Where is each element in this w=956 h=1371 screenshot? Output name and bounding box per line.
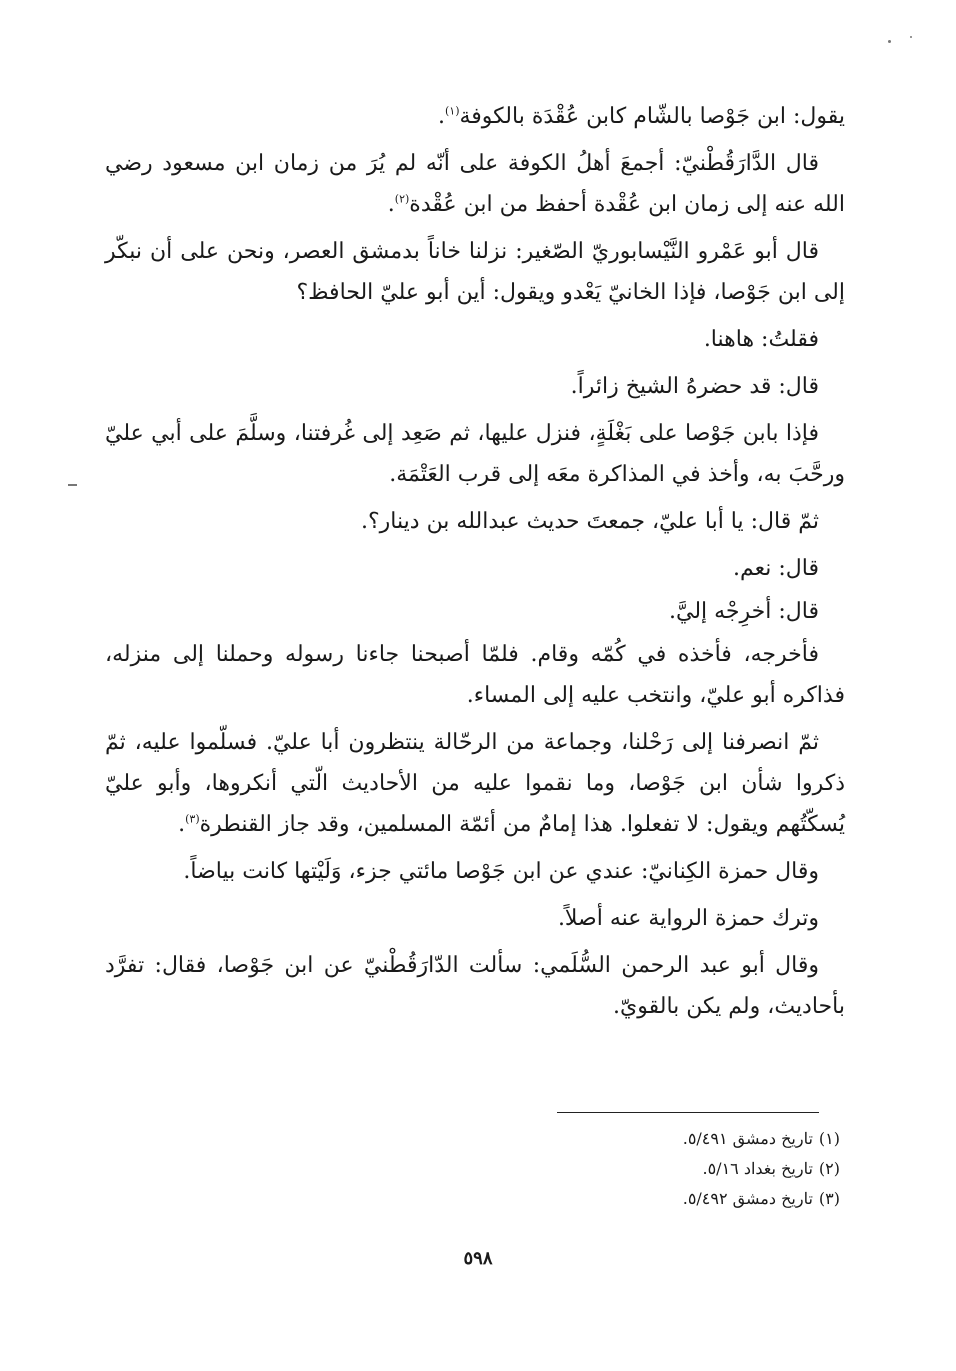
paragraph-text: قال الدَّارَقُطْنيّ: أجمعَ أهلُ الكوفة على أنّه لم يُرَ من زمان ابن مسعود رضي الله عنه إلى زمان ابن عُقْدة أحفظ من ابن عُقْدة <box>105 151 845 217</box>
paragraph-tail: . <box>387 192 395 217</box>
paragraph-text: فقلتُ: هاهنا. <box>703 327 819 352</box>
scan-speck <box>68 484 77 486</box>
footnote-ref: (٣) <box>185 812 200 826</box>
footnotes <box>520 1124 840 1214</box>
paragraph <box>105 548 845 589</box>
footnote <box>520 1184 840 1214</box>
paragraph-tail: . <box>178 812 186 837</box>
paragraph <box>105 851 845 892</box>
paragraph <box>105 96 845 137</box>
paragraph-text: ثمّ قال: يا أبا عليّ، جمعتَ حديث عبدالله بن دينار؟. <box>361 509 819 534</box>
paragraph-text: قال: قد حضرهُ الشيخ زائراً. <box>570 374 819 399</box>
paragraph-text: وترك حمزة الرواية عنه أصلاً. <box>557 906 819 931</box>
scan-speck <box>910 36 912 38</box>
scan-speck <box>888 40 891 43</box>
page-body <box>105 96 845 1033</box>
paragraph-tail: . <box>437 104 445 129</box>
footnote-ref: (٢) <box>394 192 410 206</box>
footnote-ref: (١) <box>444 104 460 118</box>
footnote-text: تاريخ بغداد ٥/١٦. <box>702 1159 813 1178</box>
footnote-number: (٢) <box>818 1159 840 1178</box>
footnote-text: تاريخ دمشق ٥/٤٩١. <box>682 1129 813 1148</box>
paragraph-text: ثمّ انصرفنا إلى رَحْلنا، وجماعة من الرحّالة ينتظرون أبا عليّ. فسلّموا عليه، ثمّ ذكروا شأن ابن جَوْصا، وما نقموا عليه من الأحاديث الّتي أنكروها، وأبو عليّ يُسكّتُهم ويقول: لا تفعلوا. هذا إمامٌ من أئمّة المسلمين، وقد جاز القنطرة <box>105 730 845 837</box>
paragraph-text: يقول: ابن جَوْصا بالشّام كابن عُقْدَة بالكوفة <box>459 104 845 129</box>
paragraph <box>105 898 845 939</box>
paragraph-text: وقال أبو عبد الرحمن السُّلَمي: سألت الدّارَقُطْنيّ عن ابن جَوْصا، فقال: تفرَّد بأحاديث، ولم يكن بالقويّ. <box>105 953 845 1019</box>
paragraph-text: قال أبو عَمْرو النَّيْسابوريّ الصّغير: نزلنا خاناً بدمشق العصر، ونحن على أن نبكّر إلى ابن جَوْصا، فإذا الخانيّ يَعْدو ويقول: أين أبو عليّ الحافظ؟ <box>105 239 845 305</box>
paragraph <box>105 366 845 407</box>
paragraph-text: قال: نعم. <box>733 556 819 581</box>
footnote <box>520 1154 840 1184</box>
footnote <box>520 1124 840 1154</box>
footnote-text: تاريخ دمشق ٥/٤٩٢. <box>682 1189 813 1208</box>
page-number: ٥٩٨ <box>463 1248 493 1269</box>
paragraph-text: فأخرجه، فأخذه في كُمّه وقام. فلمّا أصبحنا جاءنا رسوله وحملنا إلى منزله، فذاكره أبو عليّ، وانتخب عليه إلى المساء. <box>105 642 845 708</box>
paragraph-text: فإذا بابن جَوْصا على بَغْلَةٍ، فنزل عليها، ثم صَعِد إلى غُرفتنا، وسلَّمَ على أبي عليّ ورحَّبَ به، وأخذ في المذاكرة معَه إلى قرب العَتْمَة. <box>105 421 845 487</box>
footnote-number: (٣) <box>818 1189 840 1208</box>
paragraph-text: قال: أخرِجْه إليَّ. <box>669 599 819 624</box>
paragraph <box>105 501 845 542</box>
paragraph <box>105 143 845 225</box>
footnote-divider <box>557 1112 819 1113</box>
paragraph <box>105 413 845 495</box>
paragraph <box>105 634 845 716</box>
footnote-number: (١) <box>818 1129 840 1148</box>
paragraph <box>105 945 845 1027</box>
paragraph <box>105 591 845 632</box>
paragraph <box>105 319 845 360</box>
paragraph-text: وقال حمزة الكِنانيّ: عندي عن ابن جَوْصا مائتي جزء، وَلَيْتها كانت بياضاً. <box>183 859 819 884</box>
paragraph <box>105 231 845 313</box>
paragraph <box>105 722 845 845</box>
